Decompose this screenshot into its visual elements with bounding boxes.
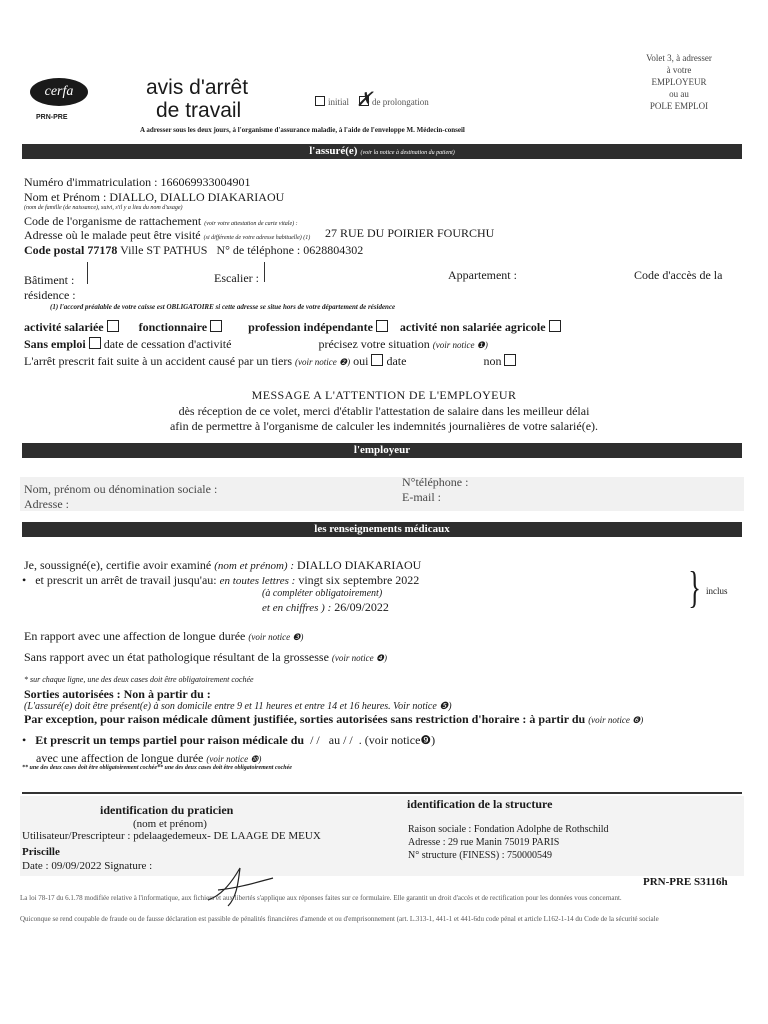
batiment-divider (87, 262, 88, 284)
prescrit-line: • et prescrit un arrêt de travail jusqu'au: en toutes lettres : vingt six septembre 2022 (22, 573, 420, 587)
form-reference: PRN-PRE S3116h (643, 876, 728, 888)
structure-title: identification de la structure (407, 797, 553, 811)
code-postal-ville: Code postal 77178 Ville ST PATHUS N° de téléphone : 0628804302 (24, 243, 364, 257)
structure-raison: Raison sociale : Fondation Adolphe de Rothschild (408, 824, 609, 835)
volet-line: ou au (669, 89, 689, 99)
residence-label: résidence : (24, 288, 76, 302)
section-bar-medical: les renseignements médicaux (22, 522, 742, 537)
profession-independante-checkbox[interactable] (376, 320, 388, 332)
praticien-utilisateur: Utilisateur/Prescripteur : pdelaagedemeux- DE LAAGE DE MEUX (22, 830, 321, 842)
temps-partiel-line: • Et prescrit un temps partiel pour raison médicale du / / au / / . (voir notice❾) (22, 733, 436, 747)
scan-shading (20, 477, 744, 511)
structure-finess: N° structure (FINESS) : 750000549 (408, 850, 552, 861)
date-chiffres-line: et en chiffres ) : 26/09/2022 (262, 600, 389, 614)
volet-line: à votre (666, 65, 692, 75)
nom-prenom: Nom et Prénom : DIALLO, DIALLO DIAKARIAOU (24, 190, 285, 204)
prolongation-checkbox[interactable] (356, 89, 373, 111)
volet-line: EMPLOYEUR (651, 77, 707, 87)
structure-adresse: Adresse : 29 rue Manin 75019 PARIS (408, 837, 560, 848)
praticien-prenom: Priscille (22, 846, 60, 858)
message-line2: afin de permettre à l'organisme de calculer les indemnités journalières de votre salarié(e). (169, 419, 599, 433)
section-bar-employeur: l'employeur (22, 443, 742, 458)
en-rapport-line: En rapport avec une affection de longue durée (voir notice ❸) (24, 629, 304, 643)
sans-rapport-line: Sans rapport avec un état pathologique résultant de la grossesse (voir notice ❹) (24, 650, 387, 664)
message-line1: dès réception de ce volet, merci d'établir l'attestation de salaire dans les meilleur délai (178, 404, 590, 418)
numero-immatriculation: Numéro d'immatriculation : 166069933004901 (24, 175, 251, 189)
nom-hint: (nom de famille (de naissance), suivi, s'il y a lieu du nom d'usage) (24, 205, 183, 211)
statut-row-2: Sans emploi date de cessation d'activité précisez votre situation (voir notice ❶) (24, 337, 488, 351)
accident-oui-checkbox[interactable] (371, 354, 383, 366)
law-paragraph-1: La loi 78-17 du 6.1.78 modifiée relative à l'informatique, aux fichiers et aux libertés s'applique aux réponses faites sur ce formulaire. Elle garantit un droit d'accès et de rectification pour les données vous concernant. (20, 894, 622, 902)
statut-row-1: activité salariée fonctionnaire profession indépendante activité non salariée agricole (24, 320, 564, 335)
message-title: MESSAGE A L'ATTENTION DE L'EMPLOYEUR (251, 388, 517, 402)
cerfa-logo: cerfa (30, 78, 88, 106)
activite-salariee-checkbox[interactable] (107, 320, 119, 332)
avec-affection-line: avec une affection de longue durée (voir notice ❿) (36, 751, 262, 765)
batiment-label: Bâtiment : (24, 273, 75, 287)
logo-subtitle: PRN-PRE (36, 114, 68, 121)
employeur-adresse-label: Adresse : (24, 497, 69, 511)
bullet-icon: • (22, 573, 27, 587)
code-organisme: Code de l'organisme de rattachement (voir votre attestation de carte vitale) : (24, 214, 298, 228)
sur-chaque-note: * sur chaque ligne, une des deux cases doit être obligatoirement cochée (24, 675, 254, 684)
employeur-tel-label: N°téléphone : (402, 475, 469, 489)
brace-icon: } (688, 563, 701, 612)
form-title-line2: de travail (156, 99, 242, 122)
note-accord-prealable: (1) l'accord préalable de votre caisse est OBLIGATOIRE si cette adresse se situe hors de votre département de résidence (50, 303, 396, 311)
escalier-label: Escalier : (214, 271, 259, 285)
option-initial[interactable]: initial (312, 96, 349, 107)
identification-rule (22, 792, 742, 794)
sorties-line: Sorties autorisées : Non à partir du : (24, 687, 211, 701)
a-completer-hint: (à compléter obligatoirement) (262, 588, 383, 599)
form-title-line1: avis d'arrêt (146, 76, 249, 99)
volet-line: POLE EMPLOI (649, 101, 709, 111)
activite-non-salariee-checkbox[interactable] (549, 320, 561, 332)
bullet-icon: • (22, 733, 27, 747)
option-prolongation[interactable]: ✗ de prolongation (356, 89, 429, 111)
code-acces-label: Code d'accès de la (634, 268, 723, 282)
volet-box (620, 52, 738, 112)
sans-emploi-checkbox[interactable] (89, 337, 101, 349)
law-paragraph-2: Quiconque se rend coupable de fraude ou de fausse déclaration est passible de pénalités financières d'amende et ou d'emprisonnement (art. L.313-1, 441-1 et 441-6du code pénal et article L162-1-14 du Code de la sécurité sociale (20, 915, 659, 923)
adresse-value: 27 RUE DU POIRIER FOURCHU (325, 226, 495, 240)
form-subtitle: A adresser sous les deux jours, à l'organisme d'assurance maladie, à l'aide de l'enveloppe M. Médecin-conseil (140, 126, 465, 134)
adresse-visite: Adresse où le malade peut être visité (si différente de votre adresse habituelle) (1) (24, 228, 311, 242)
employeur-nom-label: Nom, prénom ou dénomination sociale : (24, 482, 218, 496)
par-exception-line: Par exception, pour raison médicale dûment justifiée, sorties autorisées sans restriction d'horaire : à partir du (voir notice ❻) (24, 712, 644, 726)
employeur-email-label: E-mail : (402, 490, 441, 504)
inclus-label: inclus (706, 586, 728, 596)
volet-line: Volet 3, à adresser (646, 53, 712, 63)
assure-present-line: (L'assuré(e) doit être présent(e) à son domicile entre 9 et 11 heures et entre 14 et 16 heures. Voir notice ❺) (24, 701, 452, 712)
certifie-line: Je, soussigné(e), certifie avoir examiné (nom et prénom) : DIALLO DIAKARIAOU (24, 558, 422, 572)
cross-mark-icon: ✗ (356, 89, 373, 111)
initial-checkbox[interactable] (315, 96, 325, 106)
praticien-title: identification du praticien (100, 803, 234, 817)
section-bar-assure: l'assuré(e) (voir la notice à destination du patient) (22, 144, 742, 159)
appartement-label: Appartement : (448, 268, 517, 282)
fonctionnaire-checkbox[interactable] (210, 320, 222, 332)
escalier-divider (264, 262, 265, 282)
accident-tiers-row: L'arrêt prescrit fait suite à un accident causé par un tiers (voir notice ❷) oui date non (24, 354, 519, 369)
praticien-date: Date : 09/09/2022 Signature : (22, 860, 153, 872)
cases-note: ** une des deux cases doit être obligatoirement cochée** une des deux cases doit être obligatoirement cochée (22, 765, 292, 771)
accident-non-checkbox[interactable] (504, 354, 516, 366)
praticien-nom-prenom: (nom et prénom) (133, 818, 207, 830)
